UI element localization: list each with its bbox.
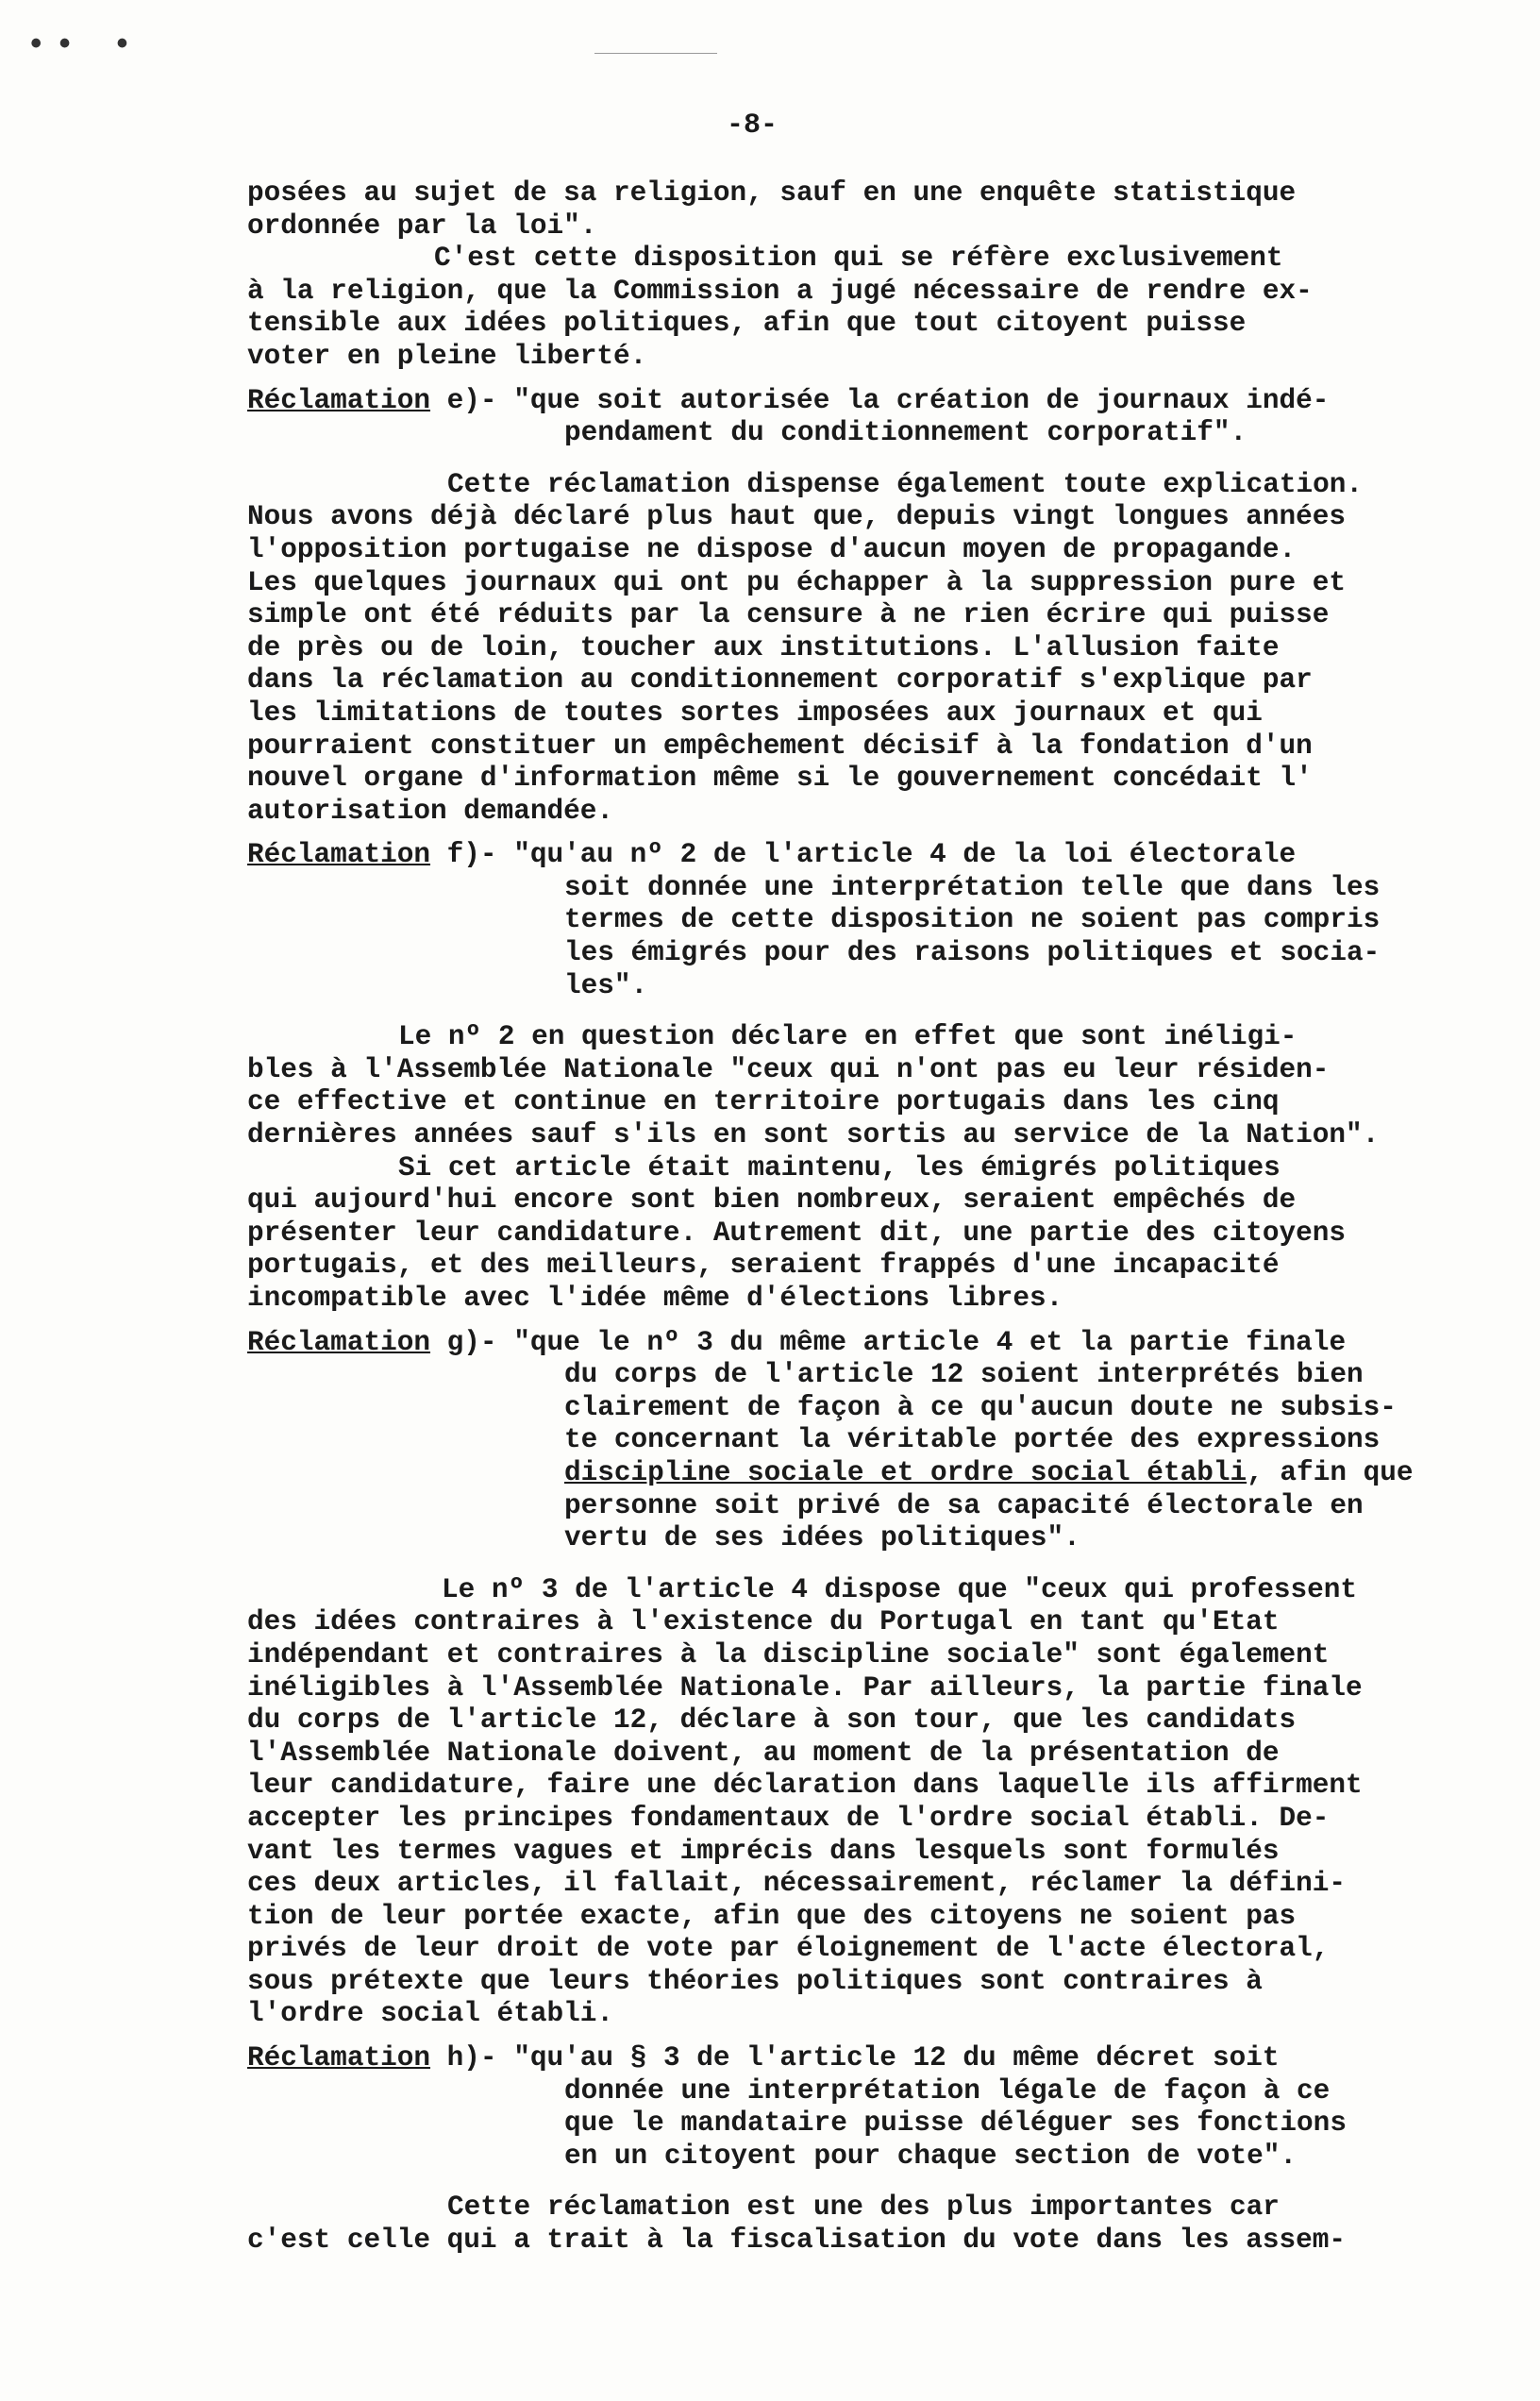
claim-text: donnée une interprétation légale de façon à ce — [564, 2074, 1331, 2107]
text-line: Le nº 3 de l'article 4 dispose que "ceux qui professent — [442, 1573, 1358, 1605]
claim-text: que le mandataire puisse déléguer ses fonctions — [564, 2107, 1347, 2140]
claim-f-line — [247, 839, 1502, 872]
text-line: inéligibles à l'Assemblée Nationale. Par ailleurs, la partie finale — [247, 1671, 1363, 1704]
text-line: ordonnée par la loi". — [247, 210, 597, 242]
text-line: présenter leur candidature. Autrement dit, une partie des citoyens — [247, 1217, 1347, 1249]
text-line: Si cet article était maintenu, les émigrés politiques — [398, 1151, 1281, 1184]
text-line: l'ordre social établi. — [247, 1998, 614, 2030]
text-line: pourraient constituer un empêchement décisif à la fondation d'un — [247, 730, 1313, 762]
claim-letter: e)- — [446, 384, 497, 416]
claim-g-line — [247, 1327, 1502, 1360]
text-line: indépendant et contraires à la discipline sociale" sont également — [247, 1638, 1330, 1671]
text-line: Cette réclamation est une des plus importantes car — [447, 2191, 1280, 2224]
claim-text-underlined-line — [247, 1457, 1502, 1490]
text-line: voter en pleine liberté. — [247, 340, 647, 372]
text-line: du corps de l'article 12, déclare à son tour, que les candidats — [247, 1704, 1297, 1737]
corner-marks: •• • — [26, 28, 142, 64]
text-line: autorisation demandée. — [247, 795, 614, 827]
text-line: qui aujourd'hui encore sont bien nombreux, seraient empêchés de — [247, 1184, 1297, 1217]
text-line: posées au sujet de sa religion, sauf en une enquête statistique — [247, 177, 1297, 209]
claim-text: soit donnée une interprétation telle que dans les — [564, 871, 1381, 903]
text-line: l'opposition portugaise ne dispose d'aucun moyen de propagande. — [247, 533, 1297, 565]
text-line: portugais, et des meilleurs, seraient frappés d'une incapacité — [247, 1250, 1280, 1282]
text-line: simple ont été réduits par la censure à ne rien écrire qui puisse — [247, 599, 1330, 631]
text-line: tensible aux idées politiques, afin que tout citoyent puisse — [247, 308, 1247, 340]
claim-text: "que le nº 3 du même article 4 et la partie finale — [513, 1326, 1347, 1358]
claim-h-line — [247, 2042, 1502, 2075]
text-line: C'est cette disposition qui se réfère exclusivement — [434, 243, 1283, 275]
text-line: dans la réclamation au conditionnement corporatif s'explique par — [247, 664, 1313, 697]
underlined-phrase: discipline sociale et ordre social établi — [564, 1456, 1247, 1488]
text-line: accepter les principes fondamentaux de l'ordre social établi. De- — [247, 1802, 1330, 1834]
claim-label: Réclamation — [247, 2042, 431, 2074]
claim-text: termes de cette disposition ne soient pas compris — [564, 904, 1381, 936]
top-rule — [594, 53, 717, 54]
claim-label: Réclamation — [247, 839, 431, 871]
text-line: à la religion, que la Commission a jugé nécessaire de rendre ex- — [247, 275, 1313, 307]
text-line: les limitations de toutes sortes imposées aux journaux et qui — [247, 697, 1263, 729]
text-line: Le nº 2 en question déclare en effet que sont inéligi- — [398, 1021, 1297, 1053]
claim-text: te concernant la véritable portée des expressions — [564, 1424, 1381, 1456]
text-line: incompatible avec l'idée même d'élections libres. — [247, 1283, 1063, 1314]
claim-text: clairement de façon à ce qu'aucun doute ne subsis- — [564, 1391, 1397, 1423]
claim-letter: h)- — [446, 2042, 497, 2074]
text-line: tion de leur portée exacte, afin que des citoyens ne soient pas — [247, 1900, 1297, 1932]
claim-label: Réclamation — [247, 384, 431, 416]
claim-letter: g)- — [446, 1326, 497, 1358]
text-line: Nous avons déjà déclaré plus haut que, depuis vingt longues années — [247, 501, 1347, 533]
text-line: c'est celle qui a trait à la fiscalisation du vote dans les assem- — [247, 2225, 1347, 2257]
claim-text: les". — [564, 969, 648, 1001]
claim-text: en un citoyent pour chaque section de vote". — [564, 2140, 1297, 2172]
text-line: nouvel organe d'information même si le gouvernement concédait l' — [247, 763, 1313, 795]
text-line: sous prétexte que leurs théories politiques sont contraires à — [247, 1965, 1263, 1997]
claim-text: "qu'au nº 2 de l'article 4 de la loi électorale — [513, 839, 1297, 871]
text-line: l'Assemblée Nationale doivent, au moment de la présentation de — [247, 1737, 1280, 1769]
claim-e-line — [247, 385, 1502, 418]
claim-text: du corps de l'article 12 soient interprétés bien — [564, 1359, 1364, 1391]
page-number: -8- — [727, 109, 778, 142]
text-line: privés de leur droit de vote par éloignement de l'acte électoral, — [247, 1933, 1330, 1965]
claim-letter: f)- — [446, 839, 497, 871]
text-line: Cette réclamation dispense également toute explication. — [447, 468, 1364, 500]
claim-text: personne soit privé de sa capacité électorale en — [564, 1489, 1364, 1521]
text-line: ce effective et continue en territoire portugais dans les cinq — [247, 1086, 1280, 1118]
text-line: vant les termes vagues et imprécis dans lesquels sont formulés — [247, 1835, 1280, 1867]
claim-text: "qu'au § 3 de l'article 12 du même décret soit — [513, 2042, 1280, 2074]
text-line: des idées contraires à l'existence du Portugal en tant qu'Etat — [247, 1606, 1280, 1638]
text-line: Les quelques journaux qui ont pu échapper à la suppression pure et — [247, 566, 1347, 598]
claim-text: , afin que — [1247, 1456, 1414, 1488]
claim-text: les émigrés pour des raisons politiques et socia- — [564, 937, 1381, 969]
text-line: de près ou de loin, toucher aux institutions. L'allusion faite — [247, 631, 1280, 663]
text-line: bles à l'Assemblée Nationale "ceux qui n'ont pas eu leur résiden- — [247, 1053, 1330, 1085]
text-line: ces deux articles, il fallait, nécessairement, réclamer la défini- — [247, 1868, 1347, 1900]
claim-label: Réclamation — [247, 1326, 431, 1358]
text-line: leur candidature, faire une déclaration dans laquelle ils affirment — [247, 1770, 1363, 1802]
claim-text: "que soit autorisée la création de journaux indé- — [513, 384, 1330, 416]
claim-text: pendament du conditionnement corporatif". — [564, 417, 1247, 449]
claim-text: vertu de ses idées politiques". — [564, 1522, 1080, 1554]
text-line: dernières années sauf s'ils en sont sortis au service de la Nation". — [247, 1119, 1380, 1151]
document-body — [247, 177, 1502, 2258]
